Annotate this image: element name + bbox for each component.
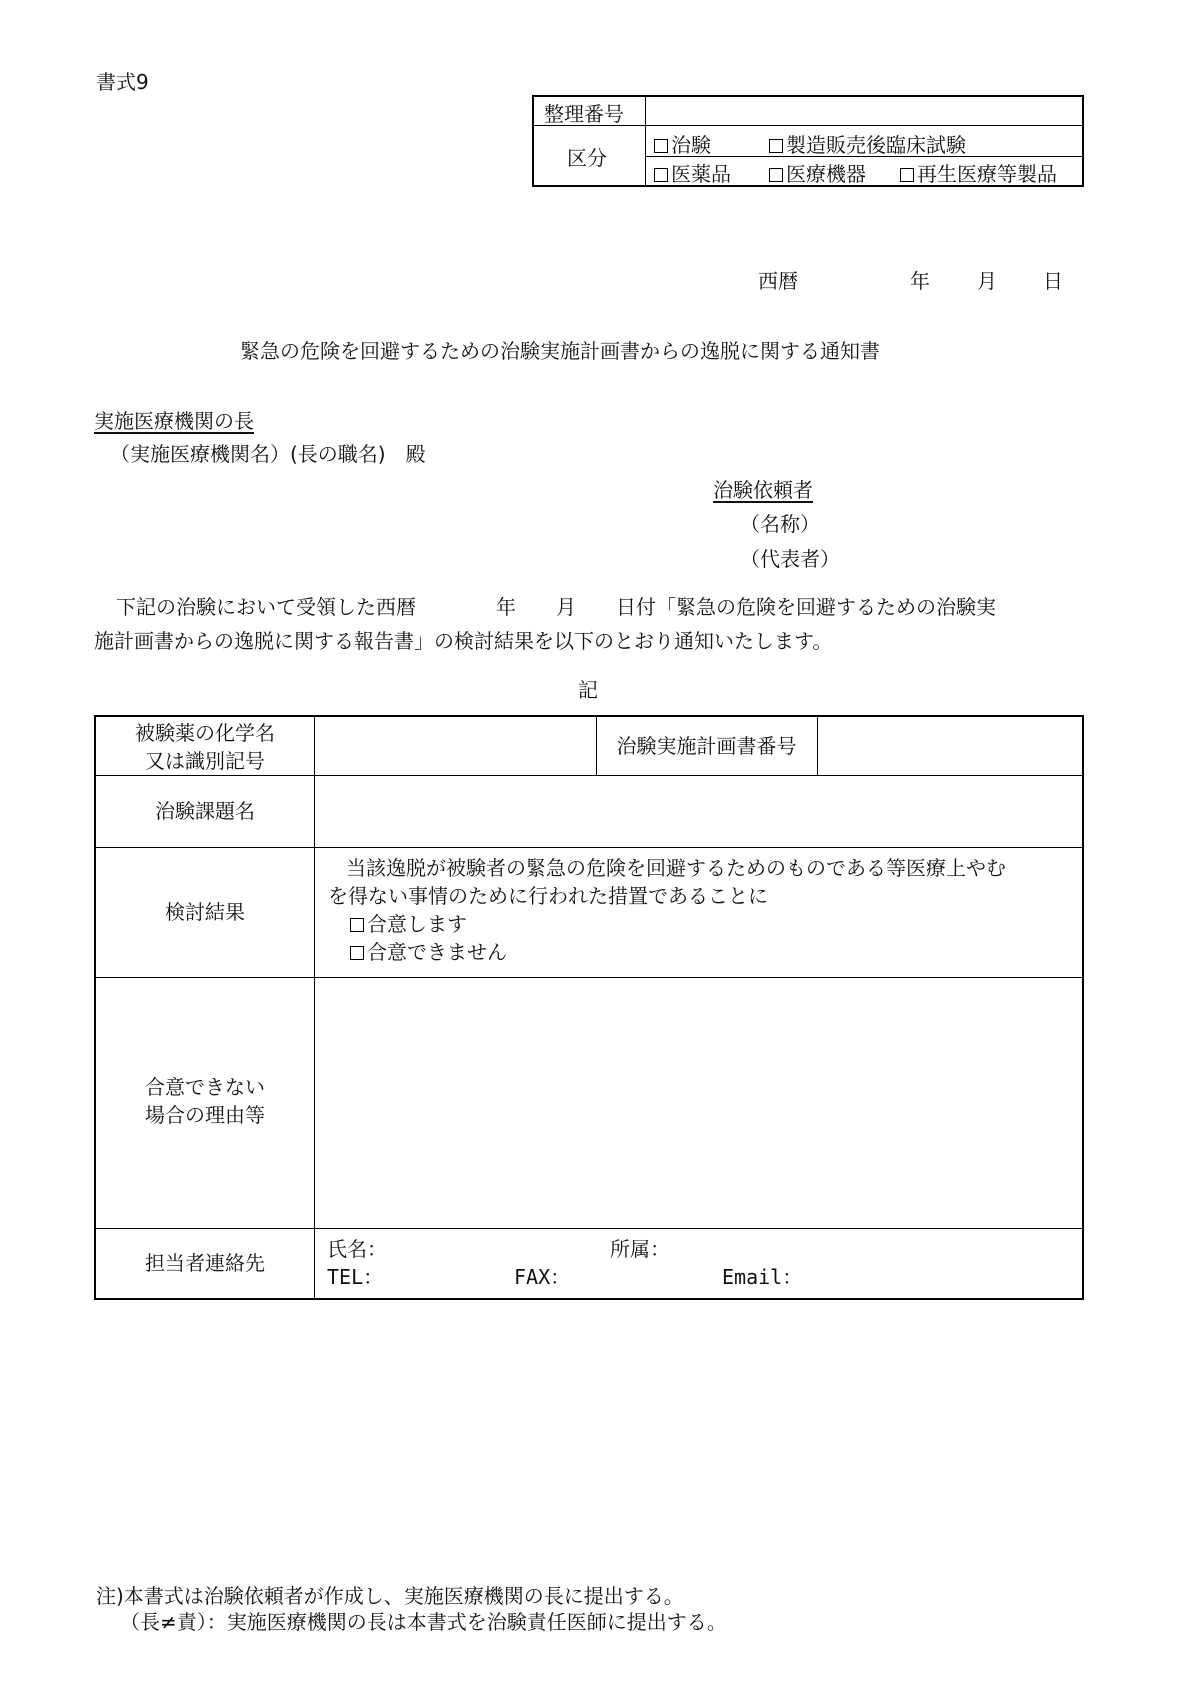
result-option-disagree[interactable]: 合意できません — [350, 938, 507, 966]
option-chiken[interactable]: 治験 — [654, 129, 711, 158]
registration-box — [532, 95, 1084, 187]
contact-affiliation[interactable]: 所属： — [610, 1237, 670, 1261]
form-number: 書式9 — [96, 70, 149, 94]
date-era: 西暦 — [758, 269, 798, 293]
result-text-line1: 当該逸脱が被験者の緊急の危険を回避するためのものである等医療上やむ — [346, 856, 1006, 880]
reason-label: 合意できない 場合の理由等 — [145, 1075, 265, 1127]
sender-heading: 治験依頼者 — [713, 478, 813, 502]
checkbox-icon[interactable] — [350, 918, 364, 932]
trial-title-label: 治験課題名 — [155, 799, 255, 823]
checkbox-icon[interactable] — [654, 139, 668, 153]
option-drug[interactable]: 医薬品 — [654, 158, 731, 187]
result-table — [94, 715, 1084, 1300]
option-device[interactable]: 医療機器 — [769, 158, 866, 187]
drug-label: 被験薬の化学名 又は識別記号 — [135, 721, 275, 773]
drug-input[interactable] — [318, 719, 592, 773]
contact-email[interactable]: Email： — [722, 1265, 803, 1289]
checkbox-icon[interactable] — [350, 946, 364, 960]
ref-input[interactable] — [654, 98, 1074, 122]
option-postmarketing-trial[interactable]: 製造販売後臨床試験 — [769, 129, 966, 158]
ref-label: 整理番号 — [544, 102, 624, 126]
result-label: 検討結果 — [165, 900, 245, 924]
sender-name-label: （名称） — [740, 512, 820, 536]
addressee-heading: 実施医療機関の長 — [94, 409, 254, 433]
category-label: 区分 — [567, 146, 607, 170]
contact-label: 担当者連絡先 — [145, 1251, 265, 1275]
result-text-line2: を得ない事情のために行われた措置であることに — [328, 884, 768, 908]
option-regenerative[interactable]: 再生医療等製品 — [900, 158, 1057, 187]
note-line1: 注)本書式は治験依頼者が作成し、実施医療機関の長に提出する。 — [96, 1584, 684, 1608]
protocol-input[interactable] — [821, 719, 1081, 773]
body-line2: 施計画書からの逸脱に関する報告書」の検討結果を以下のとおり通知いたします。 — [94, 629, 833, 653]
checkbox-icon[interactable] — [900, 168, 914, 182]
contact-tel[interactable]: TEL： — [327, 1265, 384, 1289]
trial-title-input[interactable] — [318, 779, 1081, 843]
date-day: 日 — [1043, 269, 1063, 293]
result-option-agree[interactable]: 合意します — [350, 910, 467, 938]
date-month: 月 — [977, 269, 997, 293]
addressee-line: （実施医療機関名）(長の職名) 殿 — [110, 442, 426, 466]
checkbox-icon[interactable] — [654, 168, 668, 182]
checkbox-icon[interactable] — [769, 139, 783, 153]
protocol-label: 治験実施計画書番号 — [616, 734, 797, 758]
contact-name[interactable]: 氏名： — [327, 1237, 387, 1261]
ki-mark: 記 — [578, 678, 598, 702]
note-line2: （長≠責）：実施医療機関の長は本書式を治験責任医師に提出する。 — [120, 1610, 727, 1634]
body-line1: 下記の治験において受領した西暦 年 月 日付「緊急の危険を回避するための治験実 — [116, 595, 996, 619]
date-year: 年 — [910, 269, 930, 293]
checkbox-icon[interactable] — [769, 168, 783, 182]
sender-rep-label: （代表者） — [740, 547, 840, 571]
document-title: 緊急の危険を回避するための治験実施計画書からの逸脱に関する通知書 — [240, 339, 880, 363]
reason-input[interactable] — [318, 981, 1081, 1224]
contact-fax[interactable]: FAX： — [514, 1265, 571, 1289]
